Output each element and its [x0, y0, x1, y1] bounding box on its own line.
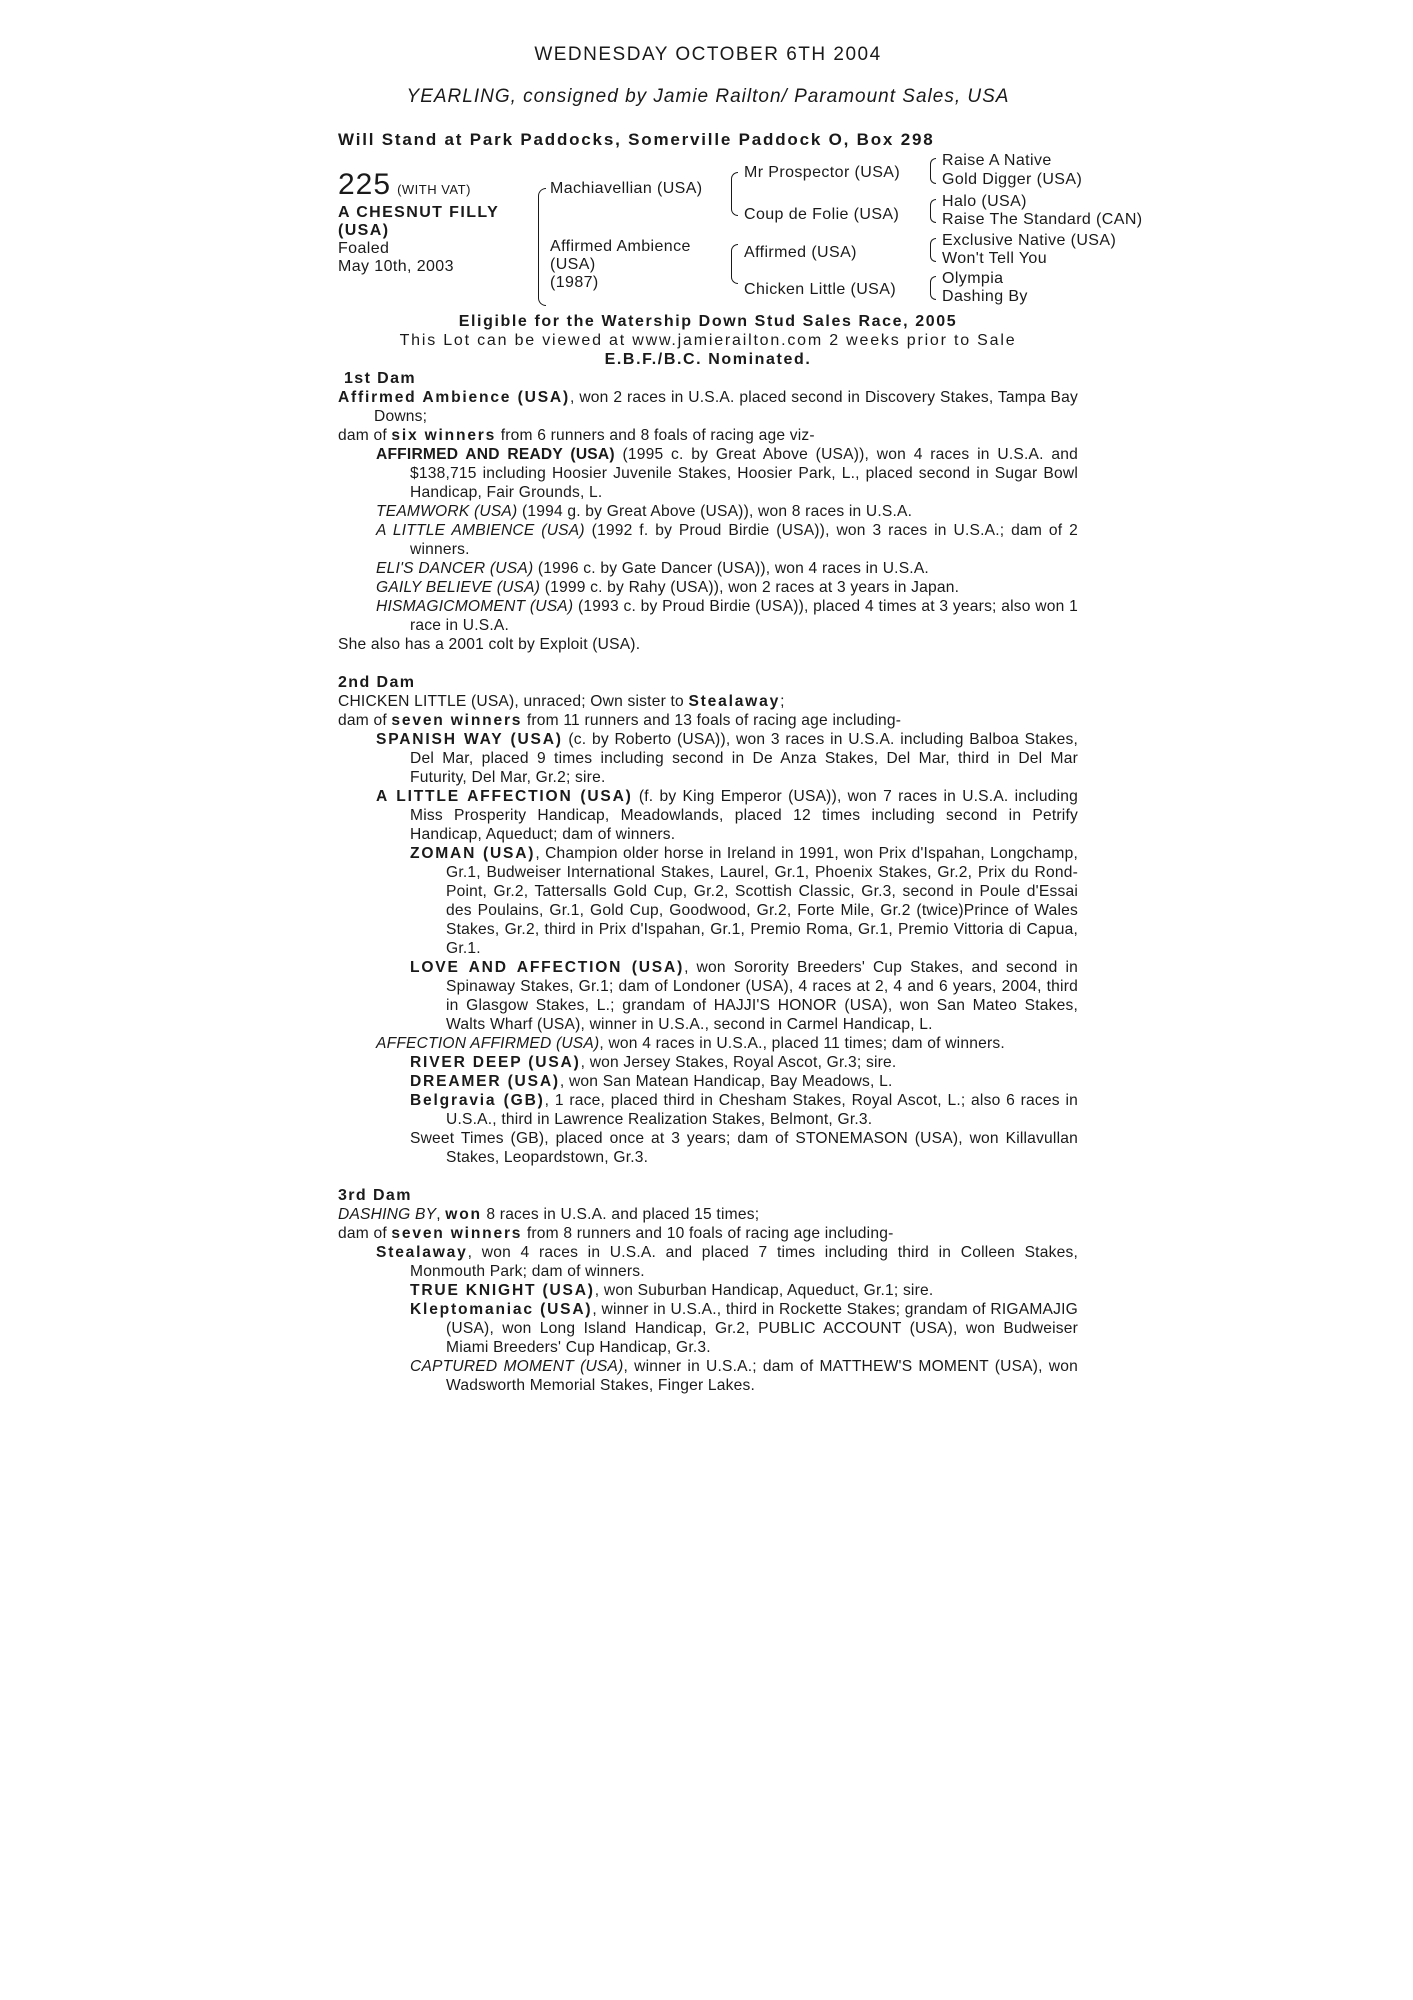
lot-description-1: A CHESNUT FILLY [338, 204, 500, 221]
second-dam-produce-summary: dam of seven winners from 11 runners and 13 foals of racing age including- [338, 712, 902, 729]
produce-item: GAILY BELIEVE (USA) (1999 c. by Rahy (USA)), won 2 races at 3 years in Japan. [376, 579, 960, 596]
produce-item: Belgravia (GB), 1 race, placed third in Chesham Stakes, Royal Ascot, L.; also 6 races in U.S.A., third in Lawrence Realization Stakes, Belmont, Gr.3. [410, 1092, 1078, 1128]
produce-item: Kleptomaniac (USA), winner in U.S.A., third in Rockette Stakes; grandam of RIGAMAJIG (USA), won Long Island Handicap, Gr.2, PUBLIC ACCOUNT (USA), won Budweiser Miami Breeders' Cup Handicap, Gr.3. [410, 1301, 1078, 1356]
produce-item: TRUE KNIGHT (USA), won Suburban Handicap, Aqueduct, Gr.1; sire. [410, 1282, 934, 1299]
eligibility-note: Eligible for the Watership Down Stud Sales Race, 2005 [458, 313, 958, 330]
produce-item: HISMAGICMOMENT (USA) (1993 c. by Proud Birdie (USA)), placed 4 times at 3 years; also won 1 race in U.S.A. [376, 598, 1079, 634]
catalogue-page [338, 40, 1143, 1395]
bracket-g2 [930, 199, 936, 223]
consignment-line: YEARLING, consigned by Jamie Railton/ Paramount Sales, USA [406, 86, 1010, 107]
produce-item: RIVER DEEP (USA), won Jersey Stakes, Royal Ascot, Gr.3; sire. [410, 1054, 897, 1071]
third-dam-heading: 3rd Dam [338, 1187, 412, 1204]
first-dam-record: Affirmed Ambience (USA), won 2 races in U.S.A. placed second in Discovery Stakes, Tampa Bay Downs; [338, 389, 1079, 425]
sale-date: WEDNESDAY OCTOBER 6TH 2004 [534, 44, 882, 65]
catalogue-body [338, 369, 1078, 1395]
bracket-sire-parents [731, 172, 738, 216]
produce-item: LOVE AND AFFECTION (USA), won Sorority Breeders' Cup Stakes, and second in Spinaway Stakes, Gr.1; dam of Londoner (USA), 4 races at 2, 4 and 6 years, 2004, third in Glasgow Stakes, L.; grandam of HAJJI'S HONOR (USA), won San Mateo Stakes, Walts Wharf (USA), winner in U.S.A., second in Carmel Handicap, L. [410, 959, 1079, 1033]
bracket-dam-parents [731, 244, 738, 284]
sd-sire: Halo (USA) [942, 193, 1027, 210]
produce-item: A LITTLE AMBIENCE (USA) (1992 f. by Proud Birdie (USA)), won 3 races in U.S.A.; dam of 2 winners. [376, 522, 1078, 558]
ds-sire: Exclusive Native (USA) [942, 232, 1117, 249]
first-dam-also: She also has a 2001 colt by Exploit (USA). [338, 636, 641, 653]
ss-dam: Gold Digger (USA) [942, 171, 1083, 188]
vat-note: (WITH VAT) [397, 182, 471, 197]
pedigree-table [338, 152, 1143, 312]
second-dam-heading: 2nd Dam [338, 674, 416, 691]
lot-description-2: (USA) [338, 222, 390, 239]
third-dam-produce-summary: dam of seven winners from 8 runners and 10 foals of racing age including- [338, 1225, 894, 1242]
sire-sire: Mr Prospector (USA) [744, 164, 901, 181]
produce-item: ZOMAN (USA), Champion older horse in Ireland in 1991, won Prix d'Ispahan, Longchamp, Gr.1, Budweiser International Stakes, Laurel, Gr.1, Phoenix Stakes, Gr.2, Prix du Rond-Point, Gr.2, Tattersalls Gold Cup, Gr.2, Scottish Classic, Gr.3, second in Poule d'Essai des Poulains, Gr.1, Gold Cup, Goodwood, Gr.2, Forte Mile, Gr.2 (twice)Prince of Wales Stakes, Gr.2, third in Prix d'Ispahan, Gr.1, Premio Roma, Gr.1, Premio Vittoria di Capua, Gr.1. [410, 845, 1079, 957]
dam-name-1: Affirmed Ambience [550, 238, 691, 255]
sire-dam: Coup de Folie (USA) [744, 206, 900, 223]
lot-block [338, 168, 499, 276]
produce-item: CAPTURED MOMENT (USA), winner in U.S.A.; dam of MATTHEW'S MOMENT (USA), won Wadsworth Memorial Stakes, Finger Lakes. [410, 1358, 1079, 1394]
sd-dam: Raise The Standard (CAN) [942, 211, 1143, 228]
foaled-date: May 10th, 2003 [338, 258, 454, 275]
ds-dam: Won't Tell You [942, 250, 1048, 267]
produce-item: AFFIRMED AND READY (USA) (1995 c. by Great Above (USA)), won 4 races in U.S.A. and $138,715 including Hoosier Juvenile Stakes, Hoosier Park, L., placed second in Sugar Bowl Handicap, Fair Grounds, L. [376, 446, 1078, 501]
nomination-note: E.B.F./B.C. Nominated. [604, 351, 812, 368]
produce-item: AFFECTION AFFIRMED (USA), won 4 races in U.S.A., placed 11 times; dam of winners. [376, 1035, 1005, 1052]
produce-item: ELI'S DANCER (USA) (1996 c. by Gate Dancer (USA)), won 4 races in U.S.A. [376, 560, 929, 577]
ss-sire: Raise A Native [942, 152, 1052, 169]
dd-sire: Olympia [942, 270, 1004, 287]
first-dam-heading: 1st Dam [344, 370, 417, 387]
dam-sire: Affirmed (USA) [744, 244, 857, 261]
bracket-g3 [930, 238, 936, 262]
lot-number: 225 [338, 168, 392, 201]
dam-name-2: (USA) [550, 256, 596, 273]
produce-item: A LITTLE AFFECTION (USA) (f. by King Emperor (USA)), won 7 races in U.S.A. including Miss Prosperity Handicap, Meadowlands, placed 12 times including second in Petrify Handicap, Aqueduct; dam of winners. [376, 788, 1078, 843]
produce-item: Stealaway, won 4 races in U.S.A. and placed 7 times including third in Colleen Stakes, Monmouth Park; dam of winners. [376, 1244, 1078, 1280]
foaled-label: Foaled [338, 240, 390, 257]
bracket-g1 [930, 158, 936, 184]
produce-item: Sweet Times (GB), placed once at 3 years; dam of STONEMASON (USA), won Killavullan Stakes, Leopardstown, Gr.3. [410, 1130, 1079, 1166]
second-dam-intro: CHICKEN LITTLE (USA), unraced; Own sister to Stealaway; [338, 693, 785, 710]
produce-item: SPANISH WAY (USA) (c. by Roberto (USA)), won 3 races in U.S.A. including Balboa Stakes, Del Mar, placed 9 times including second in De Anza Stakes, Del Mar, third in Del Mar Futurity, Del Mar, Gr.2; sire. [376, 731, 1079, 786]
viewing-note: This Lot can be viewed at www.jamierailton.com 2 weeks prior to Sale [399, 332, 1017, 349]
bracket-g4 [930, 276, 936, 300]
produce-item: TEAMWORK (USA) (1994 g. by Great Above (USA)), won 8 races in U.S.A. [376, 503, 913, 520]
produce-item: DREAMER (USA), won San Matean Handicap, Bay Meadows, L. [410, 1073, 893, 1090]
third-dam-intro: DASHING BY, won 8 races in U.S.A. and placed 15 times; [338, 1206, 760, 1223]
bracket-sire-dam [538, 188, 546, 306]
sire-name: Machiavellian (USA) [550, 180, 703, 197]
dd-dam: Dashing By [942, 288, 1028, 305]
dam-dam: Chicken Little (USA) [744, 281, 897, 298]
dam-year: (1987) [550, 274, 599, 291]
first-dam-produce-summary: dam of six winners from 6 runners and 8 foals of racing age viz- [338, 427, 815, 444]
stand-location: Will Stand at Park Paddocks, Somerville Paddock O, Box 298 [338, 130, 935, 149]
